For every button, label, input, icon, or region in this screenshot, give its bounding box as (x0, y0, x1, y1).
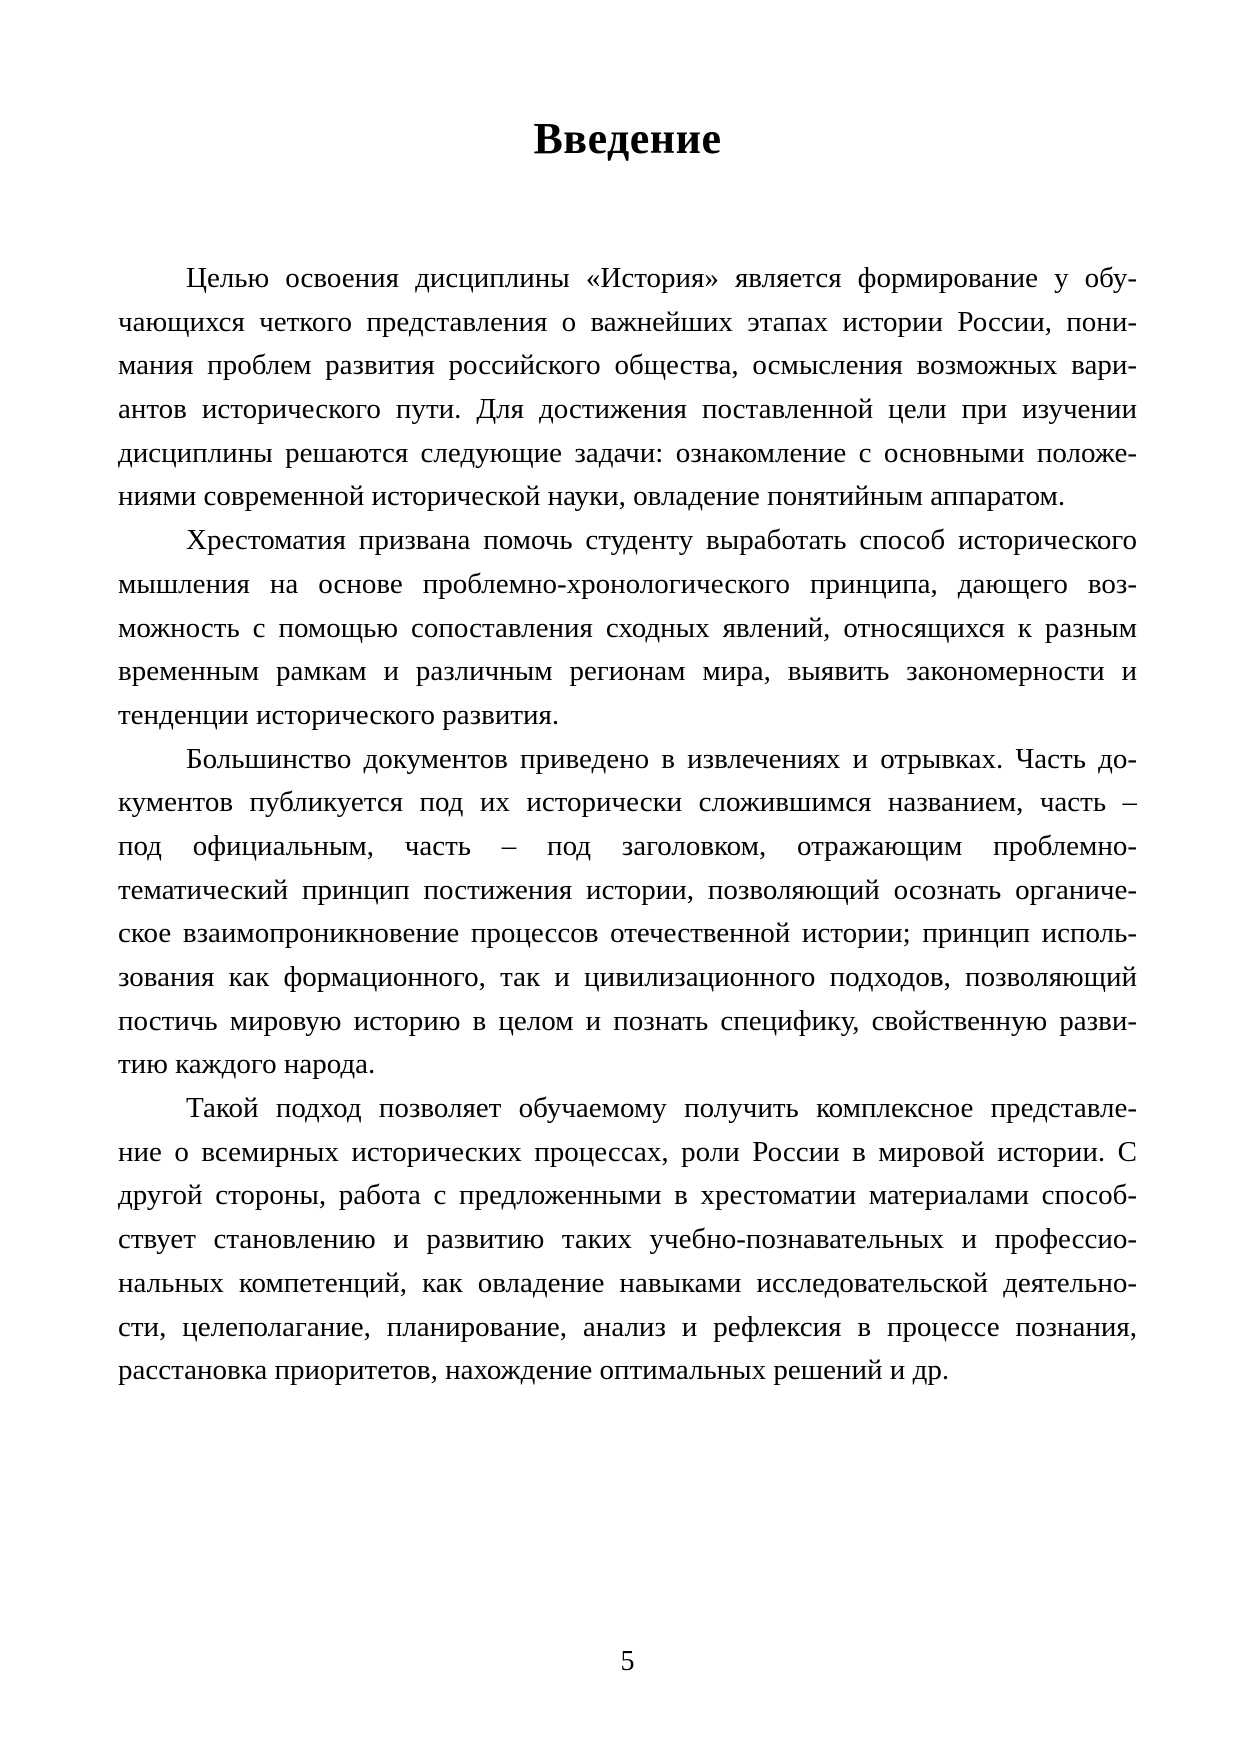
text-line: ское взаимопроникновение процессов отечественной истории; принцип исполь- (118, 917, 1137, 950)
text-line: мания проблем развития российского общества, осмысления возможных вари- (118, 349, 1137, 382)
text-line: нальных компетенций, как овладение навыками исследовательской деятельно- (118, 1266, 1137, 1299)
text-line: Целью освоения дисциплины «История» является формирование у обу- (186, 262, 1137, 294)
text-line: тию каждого народа. (118, 1048, 376, 1081)
text-line: дисциплины решаются следующие задачи: ознакомление с основными положе- (118, 436, 1137, 469)
page-title: Введение (533, 114, 722, 163)
text-line: Такой подход позволяет обучаемому получить комплексное представле- (186, 1092, 1137, 1125)
text-line: постичь мировую историю в целом и познать специфику, свойственную разви- (118, 1004, 1137, 1037)
text-line: под официальным, часть – под заголовком, отражающим проблемно- (118, 829, 1137, 862)
text-line: чающихся четкого представления о важнейших этапах истории России, пони- (118, 305, 1137, 338)
text-line: антов исторического пути. Для достижения поставленной цели при изучении (118, 393, 1137, 426)
text-line: другой стороны, работа с предложенными в хрестоматии материалами способ- (118, 1179, 1137, 1212)
text-line: кументов публикуется под их исторически сложившимся названием, часть – (118, 786, 1137, 819)
text-line: расстановка приоритетов, нахождение оптимальных решений и др. (118, 1354, 950, 1387)
text-line: ствует становлению и развитию таких учебно-познавательных и профессио- (118, 1223, 1137, 1256)
text-line: ниями современной исторической науки, овладение понятийным аппаратом. (118, 480, 1066, 513)
text-line: тематический принцип постижения истории, позволяющий осознать органиче- (118, 873, 1137, 906)
text-line: мышления на основе проблемно-хронологического принципа, дающего воз- (118, 567, 1137, 600)
page-number: 5 (620, 1646, 635, 1677)
document-body (118, 257, 1137, 1393)
text-line: Хрестоматия призвана помочь студенту выработать способ исторического (186, 524, 1137, 557)
text-line: Большинство документов приведено в извлечениях и отрывках. Часть до- (186, 742, 1137, 775)
text-line: временным рамкам и различным регионам мира, выявить закономерности и (118, 655, 1137, 688)
text-line: ние о всемирных исторических процессах, роли России в мировой истории. С (118, 1135, 1137, 1168)
text-line: сти, целеполагание, планирование, анализ и рефлексия в процессе познания, (118, 1310, 1137, 1343)
text-line: зования как формационного, так и цивилизационного подходов, позволяющий (118, 961, 1137, 993)
text-line: тенденции исторического развития. (118, 698, 560, 731)
text-line: можность с помощью сопоставления сходных явлений, относящихся к разным (118, 611, 1137, 644)
